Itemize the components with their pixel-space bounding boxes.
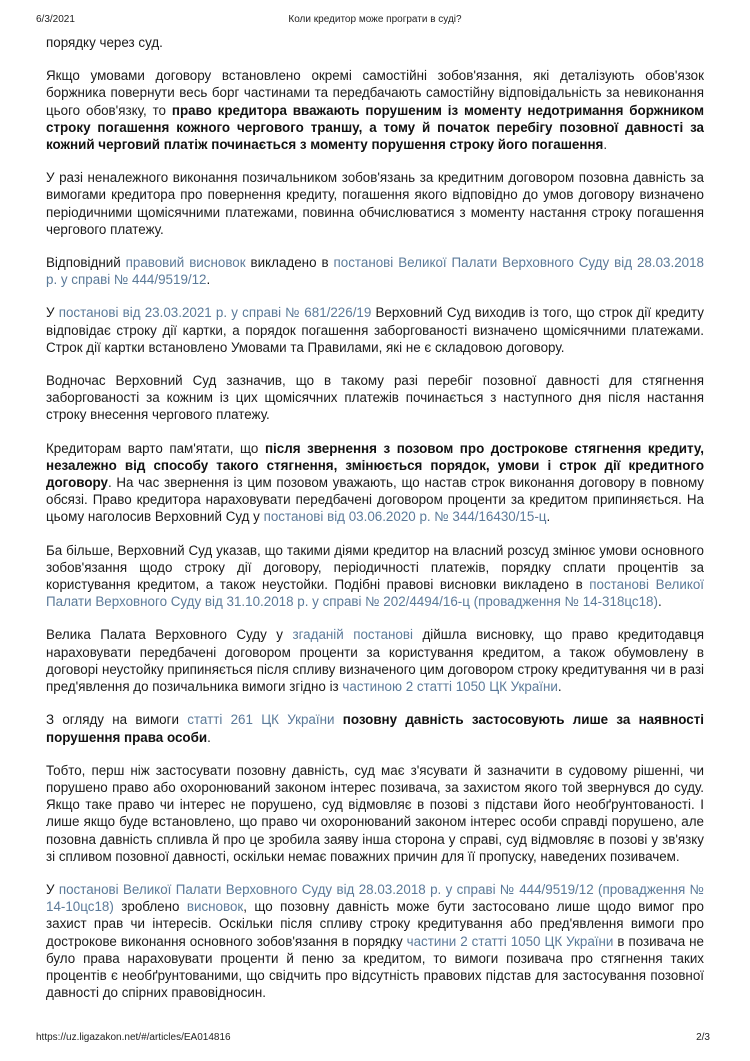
article-body	[46, 34, 704, 1017]
link-conclusion[interactable]: висновок	[186, 899, 244, 915]
link-article-1050-part-2[interactable]: частини 2 статті 1050 ЦК України	[406, 933, 614, 949]
link-ruling-681-226-19[interactable]: постанові від 23.03.2021 р. у справі № 681/226/19	[58, 305, 372, 321]
bold-statement: право кредитора вважають порушеним із моменту недотримання боржником строку погашення кожного чергового траншу, а тому й початок перебігу позовної давності за кожний черговий платіж починається з моменту порушення строку його погашення	[46, 102, 704, 153]
paragraph: Водночас Верховний Суд зазначив, що в такому разі перебіг позовної давності для стягнення заборгованості за кожним із цих щомісячних платежів починається з наступного дня після настання строку внесення чергового платежу.	[46, 373, 704, 423]
link-grand-chamber-ruling[interactable]: постанові Великої Палати Верховного Суду від 28.03.2018 р. у справі № 444/9519/12	[46, 255, 704, 288]
document-title: Коли кредитор може програти в суді?	[288, 14, 462, 25]
link-ruling-202-4494[interactable]: постанові Великої Палати Верховного Суду від 31.10.2018 р. у справі № 202/4494/16-ц (провадження № 14-318цс18)	[46, 577, 704, 610]
paragraph: Відповідний правовий висновок викладено в постанові Великої Палати Верховного Суду від 28.03.2018 р. у справі № 444/9519/12.	[46, 255, 704, 288]
paragraph: Тобто, перш ніж застосувати позовну давність, суд має з'ясувати й зазначити в судовому рішенні, чи порушено право або охоронюваний законом інтерес позивача, за захистом якого той звернувся до суду. Якщо таке право чи інтерес не порушено, суд відмовляє в позові з підстави його необґрунтованості. І лише якщо буде встановлено, що право чи охоронюваний законом інтерес особи справді порушено, але позовна давність спливла й про це зробила заяву інша сторона у справі, суд відмовляє в позові у зв'язку зі спливом позовної давності, оскільки немає поважних причин для її пропуску, наведених позивачем.	[46, 762, 704, 864]
paragraph: порядку через суд.	[46, 35, 163, 50]
page-number: 2/3	[696, 1032, 710, 1043]
print-date: 6/3/2021	[36, 14, 75, 25]
link-article-1050[interactable]: частиною 2 статті 1050 ЦК України	[342, 679, 558, 695]
link-ruling-344-16430[interactable]: постанові від 03.06.2020 р. № 344/16430/15-ц	[263, 509, 547, 525]
paragraph: З огляду на вимоги статті 261 ЦК України позовну давність застосовують лише за наявності порушення права особи.	[46, 712, 704, 745]
link-mentioned-ruling[interactable]: згаданій постанові	[292, 627, 413, 643]
source-url: https://uz.ligazakon.net/#/articles/EA014816	[36, 1032, 231, 1043]
paragraph: У постанові Великої Палати Верховного Суду від 28.03.2018 р. у справі № 444/9519/12 (провадження № 14-10цс18) зроблено висновок, що позовну давність може бути застосовано лише щодо вимог про захист прав чи інтересів. Оскільки після спливу строку кредитування або пред'явлення вимоги про дострокове виконання основного зобов'язання в порядку частини 2 статті 1050 ЦК України в позивача не було права нараховувати проценти й пеню за кредитом, то вимоги позивача про стягнення таких процентів є необґрунтованими, що свідчить про відсутність правових підстав для застосування позовної давності до спірних правовідносин.	[46, 881, 705, 1001]
link-legal-conclusion[interactable]: правовий висновок	[125, 255, 246, 271]
bold-statement: після звернення з позовом про дострокове стягнення кредиту, незалежно від способу такого стягнення, змінюється порядок, умови і строк дії кредитного договору	[46, 440, 705, 491]
paragraph: У разі неналежного виконання позичальником зобов'язань за кредитним договором позовна давність за вимогами кредитора про повернення кредиту, погашення якого відповідно до умов договору визначено періодичними щомісячними платежами, повинна обчислюватися з моменту настання строку погашення чергового платежу.	[46, 170, 704, 237]
paragraph: Якщо умовами договору встановлено окремі самостійні зобов'язання, які деталізують обов'язок боржника повернути весь борг частинами та передбачають самостійну відповідальність за невиконання цього обов'язку, то право кредитора вважають порушеним із моменту недотримання боржником строку погашення кожного чергового траншу, а тому й початок перебігу позовної давності за кожний черговий платіж починається з моменту порушення строку його погашення.	[46, 68, 704, 153]
link-grand-chamber-ruling-444[interactable]: постанові Великої Палати Верховного Суду від 28.03.2018 р. у справі № 444/9519/12 (провадження № 14-10цс18)	[46, 881, 704, 915]
paragraph: У постанові від 23.03.2021 р. у справі № 681/226/19 Верховний Суд виходив із того, що строк дії кредиту відповідає строку дії картки, а порядок погашення заборгованості визначено щомісячними платежами. Строк дії картки встановлено Умовами та Правилами, які не є складовою договору.	[46, 305, 704, 355]
paragraph: Велика Палата Верховного Суду у згаданій постанові дійшла висновку, що право кредитодавця нараховувати передбачені договором проценти за користування кредитом, а також обумовлену в договорі неустойку припиняється після спливу визначеного цим договором строку кредитування чи в разі пред'явлення до позичальника вимоги згідно із частиною 2 статті 1050 ЦК України.	[46, 627, 704, 695]
bold-statement: позовну давність застосовують лише за наявності порушення права особи	[46, 712, 704, 745]
paragraph: Ба більше, Верховний Суд указав, що такими діями кредитор на власний розсуд змінює умови основного зобов'язання щодо строку дії договору, періодичності платежів, порядку сплати процентів за користування кредитом, а також неустойки. Подібні правові висновки викладено в постанові Великої Палати Верховного Суду від 31.10.2018 р. у справі № 202/4494/16-ц (провадження № 14-318цс18).	[46, 542, 704, 610]
link-article-261[interactable]: статті 261 ЦК України	[187, 712, 335, 728]
paragraph: Кредиторам варто пам'ятати, що після звернення з позовом про дострокове стягнення кредиту, незалежно від способу такого стягнення, змінюється порядок, умови і строк дії кредитного договору. На час звернення із цим позовом уважають, що настав строк виконання договору в повному обсязі. Право кредитора нараховувати передбачені договором проценти за кредитом припиняється. На цьому наголосив Верховний Суд у постанові від 03.06.2020 р. № 344/16430/15-ц.	[46, 440, 705, 525]
